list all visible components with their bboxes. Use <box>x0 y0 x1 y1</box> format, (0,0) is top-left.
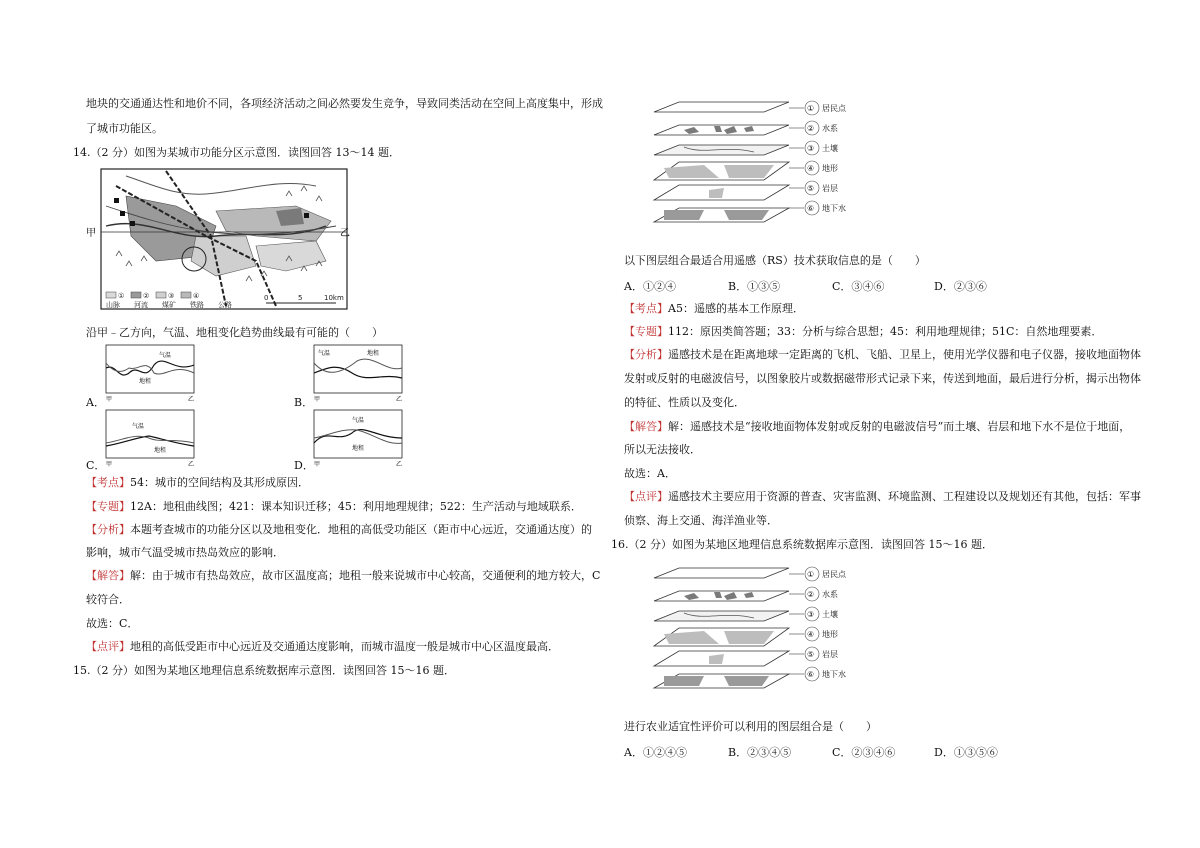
dianping2-line-2: 侦察、海上交通、海洋渔业等． <box>624 514 778 527</box>
chart-d-jia: 甲 <box>314 461 321 468</box>
q15-guxuan: 故选：A． <box>624 467 676 480</box>
layer1-num: ① <box>807 104 815 113</box>
legend-coal: 煤矿 <box>162 301 176 309</box>
gis-layers-figure-1 <box>624 100 854 240</box>
gis-layers-figure-2 <box>624 566 854 706</box>
chart-c-qiwen: 气温 <box>132 423 145 430</box>
layer1-name: 居民点 <box>822 104 846 113</box>
chart-d-dizu: 地租 <box>352 445 365 452</box>
jieda-tag-2: 【解答】 <box>624 420 668 433</box>
q15-zhuanti <box>624 325 1102 339</box>
fig2-layer1-name: 居民点 <box>822 570 846 579</box>
fenxi-line-1: 本题考查城市的功能分区以及地租变化．地租的高低受功能区（距市中心远近，交通通达度）的 <box>130 523 592 536</box>
zhuanti-text: 12A：地租曲线图；421：课本知识迁移；45：利用地理规律；522：生产活动与地域联系． <box>130 500 582 513</box>
q14-fenxi <box>86 523 592 537</box>
fig2-layer2-name: 水系 <box>822 590 838 599</box>
legend-1: ① <box>118 292 125 300</box>
fenxi2-line-2: 发射或反射的电磁波信号，以图象胶片或数据磁带形式记录下来，传送到地面，最后进行分析，揭示出物体 <box>624 372 1141 385</box>
fig2-layer6-num: ⑥ <box>807 670 815 679</box>
fenxi-tag: 【分析】 <box>86 523 130 536</box>
fig2-layer4-num: ④ <box>807 630 815 639</box>
chart-a-jia: 甲 <box>106 396 113 403</box>
fig2-layer2-num: ② <box>807 590 815 599</box>
q15-option-d: D．②③⑥ <box>934 280 987 293</box>
jieda-line-2: 较符合． <box>86 593 130 606</box>
chart-d-yi: 乙 <box>396 461 403 468</box>
q15-dianping <box>624 490 1141 504</box>
legend-river: 河流 <box>134 301 148 309</box>
chart-c-dizu: 地租 <box>154 447 167 454</box>
q15-fenxi <box>624 348 1141 362</box>
option-a-label: A． <box>86 396 105 409</box>
q14-stem: 沿甲﹣乙方向，气温、地租变化趋势曲线最有可能的（ ） <box>86 326 383 339</box>
legend-2: ② <box>143 292 150 300</box>
kaodian-text: 54：城市的空间结构及其形成原因． <box>130 476 309 489</box>
legend-3: ③ <box>168 292 175 300</box>
fig2-layer5-num: ⑤ <box>807 650 815 659</box>
layer2-num: ② <box>807 124 815 133</box>
legend-railway: 铁路 <box>190 301 204 309</box>
kaodian-text-2: A5：遥感的基本工作原理． <box>668 302 804 315</box>
zhuanti-tag: 【专题】 <box>86 500 130 513</box>
fenxi2-line-3: 的特征、性质以及变化． <box>624 396 745 409</box>
chart-b-jia: 甲 <box>314 396 321 403</box>
city-function-map <box>86 166 351 314</box>
q15-option-c: C．③④⑥ <box>832 280 885 293</box>
fig2-layer5-name: 岩层 <box>822 650 838 659</box>
chart-a-dizu: 地租 <box>139 378 152 385</box>
chart-option-b <box>312 343 412 403</box>
chart-a-yi: 乙 <box>188 396 195 403</box>
layer3-name: 土壤 <box>822 144 838 153</box>
q14-title: 14.（2 分）如图为某城市功能分区示意图．读图回答 13～14 题． <box>73 146 400 159</box>
layer6-name: 地下水 <box>822 204 846 213</box>
layer4-num: ④ <box>807 164 815 173</box>
layer5-num: ⑤ <box>807 184 815 193</box>
jieda-tag: 【解答】 <box>86 569 130 582</box>
jieda2-line-1: 解：遥感技术是“接收地面物体发射或反射的电磁波信号”而土壤、岩层和地下水不是位于地面， <box>668 420 1131 433</box>
fig2-layer3-num: ③ <box>807 610 815 619</box>
chart-d-qiwen: 气温 <box>352 417 365 424</box>
q15-kaodian <box>624 302 804 316</box>
q14-guxuan: 故选：C． <box>86 617 139 630</box>
option-b-label: B． <box>294 396 314 409</box>
fig2-layer6-name: 地下水 <box>822 670 846 679</box>
q16-stem: 进行农业适宜性评价可以利用的图层组合是（ ） <box>624 720 877 733</box>
layer5-name: 岩层 <box>822 184 838 193</box>
chart-b-dizu: 地租 <box>367 350 380 357</box>
scale-5: 5 <box>298 294 303 302</box>
q14-kaodian <box>86 476 309 490</box>
q16-option-b: B．②③④⑤ <box>728 746 792 759</box>
fig2-layer1-num: ① <box>807 570 815 579</box>
q16-option-c: C．②③④⑥ <box>832 746 896 759</box>
q14-jieda <box>86 569 600 583</box>
chart-c-jia: 甲 <box>106 461 113 468</box>
q15-stem: 以下图层组合最适合用遥感（RS）技术获取信息的是（ ） <box>624 254 926 267</box>
chart-b-yi: 乙 <box>396 396 403 403</box>
fenxi2-line-1: 遥感技术是在距离地球一定距离的飞机、飞船、卫星上，使用光学仪器和电子仪器，接收地面物体 <box>668 348 1141 361</box>
continuation-line-1: 地块的交通通达性和地价不同，各项经济活动之间必然要发生竞争，导致同类活动在空间上高度集中，形成 <box>86 97 603 110</box>
q16-option-d: D．①③⑤⑥ <box>934 746 998 759</box>
q14-dianping <box>86 640 559 654</box>
scale-10km: 10km <box>324 294 344 302</box>
zhuanti-tag-2: 【专题】 <box>624 325 668 338</box>
fenxi-tag-2: 【分析】 <box>624 348 668 361</box>
legend-road: 公路 <box>218 301 232 309</box>
fig2-layer3-name: 土壤 <box>822 610 838 619</box>
fenxi-line-2: 影响，城市气温受城市热岛效应的影响． <box>86 546 284 559</box>
chart-option-d <box>312 408 412 468</box>
layer3-num: ③ <box>807 144 815 153</box>
chart-b-qiwen: 气温 <box>318 350 331 357</box>
kaodian-tag: 【考点】 <box>86 476 130 489</box>
dianping-tag: 【点评】 <box>86 640 130 653</box>
zhuanti-text-2: 112：原因类简答题；33：分析与综合思想；45：利用地理规律；51C：自然地理要素． <box>668 325 1103 338</box>
q15-title: 15.（2 分）如图为某地区地理信息系统数据库示意图．读图回答 15～16 题． <box>73 664 455 677</box>
jieda2-line-2: 所以无法接收． <box>624 443 701 456</box>
chart-option-c <box>104 408 204 468</box>
scale-0: 0 <box>264 294 269 302</box>
option-c-label: C． <box>86 459 106 472</box>
kaodian-tag-2: 【考点】 <box>624 302 668 315</box>
dianping-tag-2: 【点评】 <box>624 490 668 503</box>
q15-option-b: B．①③⑤ <box>728 280 781 293</box>
dianping2-line-1: 遥感技术主要应用于资源的普查、灾害监测、环境监测、工程建设以及规划还有其他，包括：军事 <box>668 490 1141 503</box>
layer2-name: 水系 <box>822 124 838 133</box>
continuation-line-2: 了城市功能区。 <box>86 122 163 135</box>
map-label-yi: 乙 <box>340 228 350 239</box>
q16-option-a: A．①②④⑤ <box>624 746 687 759</box>
chart-c-yi: 乙 <box>188 461 195 468</box>
legend-4: ④ <box>193 292 200 300</box>
q15-jieda <box>624 420 1130 434</box>
map-label-jia: 甲 <box>86 228 96 239</box>
fig2-layer4-name: 地形 <box>822 630 838 639</box>
chart-a-qiwen: 气温 <box>159 352 172 359</box>
q16-title: 16.（2 分）如图为某地区地理信息系统数据库示意图．读图回答 15～16 题． <box>611 538 993 551</box>
q14-zhuanti <box>86 500 582 514</box>
option-d-label: D． <box>294 459 314 472</box>
layer4-name: 地形 <box>822 164 838 173</box>
jieda-line-1: 解：由于城市有热岛效应，故市区温度高；地租一般来说城市中心较高，交通便利的地方较大，C <box>130 569 601 582</box>
legend-mountain: 山脉 <box>106 301 120 309</box>
q15-option-a: A．①②④ <box>624 280 676 293</box>
layer6-num: ⑥ <box>807 204 815 213</box>
chart-option-a <box>104 343 204 403</box>
dianping-text: 地租的高低受距市中心远近及交通通达度影响，而城市温度一般是城市中心区温度最高． <box>130 640 559 653</box>
